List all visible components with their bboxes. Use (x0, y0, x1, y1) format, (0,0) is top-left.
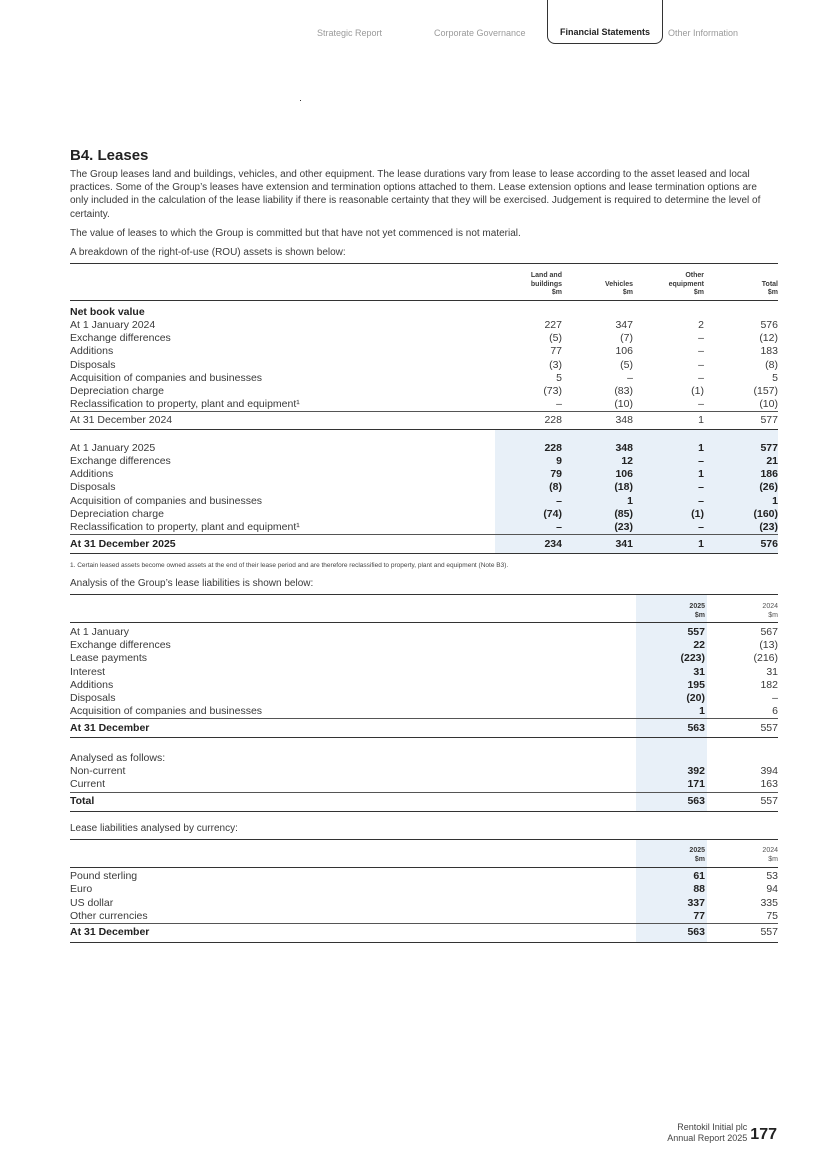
row-value: 12 (565, 455, 636, 468)
header-2025: 2025 $m (689, 847, 705, 863)
row-value: 5 (772, 371, 778, 384)
row-value: 557 (760, 926, 778, 939)
page-number: 177 (750, 1126, 777, 1143)
row-value: 186 (707, 468, 778, 481)
row-value: 21 (707, 455, 778, 468)
table-row (70, 626, 778, 639)
nav-corporate-governance[interactable]: Corporate Governance (434, 28, 526, 38)
row-value: (5) (620, 358, 633, 371)
row-value: (216) (753, 652, 778, 665)
table-row (70, 897, 778, 910)
row-value: 234 (495, 535, 565, 554)
row-value: – (698, 371, 704, 384)
row-value: 577 (707, 442, 778, 455)
row-value: – (636, 481, 707, 494)
table-row (70, 359, 778, 372)
row-label: At 31 December (70, 926, 150, 939)
table-row (70, 412, 778, 430)
nav-other-information[interactable]: Other Information (668, 28, 739, 38)
page-footer (667, 1122, 777, 1144)
row-value: 335 (760, 896, 778, 909)
spacer-row (70, 430, 778, 442)
row-label: Additions (70, 468, 114, 481)
row-value: 1 (636, 705, 707, 719)
row-value: (8) (765, 358, 778, 371)
nav-strategic-report[interactable]: Strategic Report (317, 28, 383, 38)
header-2024: 2024 $m (762, 602, 778, 619)
row-value: (83) (614, 384, 633, 397)
table-row (70, 679, 778, 692)
intro-paragraph-2: The value of leases to which the Group is committed but that have not yet commenced is not material. (70, 227, 521, 239)
row-value: (223) (636, 652, 707, 665)
table-row (70, 778, 778, 792)
row-value: 2 (698, 318, 704, 331)
row-value: 22 (636, 639, 707, 652)
row-value: 347 (615, 318, 633, 331)
row-value: – (636, 455, 707, 468)
row-value: – (627, 371, 633, 384)
row-value: 79 (495, 468, 565, 481)
row-label: At 1 January 2025 (70, 441, 156, 454)
header-2025: 2025 $m (689, 602, 705, 619)
section-nav (0, 0, 825, 48)
row-value: (157) (753, 384, 778, 397)
intro-paragraph-3: A breakdown of the right-of-use (ROU) assets is shown below: (70, 247, 346, 259)
row-label: Disposals (70, 358, 116, 371)
table-row (70, 495, 778, 508)
row-value: 75 (766, 909, 778, 922)
table-row (70, 345, 778, 358)
row-value: 557 (760, 721, 778, 734)
table-row (70, 508, 778, 521)
spacer-row (70, 738, 778, 752)
currency-table (70, 839, 778, 943)
lease-liabilities-table (70, 594, 778, 811)
row-value: 394 (760, 765, 778, 778)
nav-financial-statements-label: Financial Statements (559, 27, 651, 37)
row-label: Additions (70, 345, 114, 358)
row-label: At 1 January (70, 625, 129, 638)
row-value: – (698, 398, 704, 411)
row-label: At 31 December (70, 721, 150, 734)
stray-dot (300, 100, 301, 101)
row-value: 182 (760, 678, 778, 691)
table-row (70, 883, 778, 896)
row-value: – (495, 521, 565, 535)
row-label: Reclassification to property, plant and equipment¹ (70, 398, 300, 411)
row-value (636, 752, 707, 765)
row-label: Exchange differences (70, 332, 171, 345)
row-label: Exchange differences (70, 639, 171, 652)
row-value: 576 (707, 535, 778, 554)
row-label: At 1 January 2024 (70, 318, 156, 331)
row-value: – (556, 398, 562, 411)
rou-assets-table (70, 263, 778, 554)
row-value: 341 (565, 535, 636, 554)
row-label: At 31 December 2025 (70, 537, 176, 550)
row-label: Disposals (70, 691, 116, 704)
row-label: Reclassification to property, plant and equipment¹ (70, 521, 300, 534)
table-row (70, 455, 778, 468)
page-content (70, 147, 778, 943)
intro-paragraph-1: The Group leases land and buildings, vehicles, and other equipment. The lease durations vary from lease to lease according to the asset leased and local practices. Some of the Group’s leases have extension and termination options attached to them. Lease extension options and lease termination options are only included in the calculation of the lease liability if there is reasonable certainty that they will be exercised. Judgement is required to determine the level of certainty. (70, 169, 761, 220)
row-value: (26) (707, 481, 778, 494)
row-value: – (698, 332, 704, 345)
row-value: (10) (614, 398, 633, 411)
row-value: 557 (636, 626, 707, 639)
row-label: Additions (70, 678, 114, 691)
table-row (70, 924, 778, 943)
row-value: 1 (698, 414, 704, 427)
row-value: 163 (760, 778, 778, 791)
row-value: 567 (760, 625, 778, 638)
row-value: (18) (565, 481, 636, 494)
row-value: 106 (565, 468, 636, 481)
row-value: 337 (636, 897, 707, 910)
table-row (70, 639, 778, 652)
row-value: 195 (636, 679, 707, 692)
table-row (70, 752, 778, 765)
row-value: 183 (760, 345, 778, 358)
row-value: – (772, 691, 778, 704)
table-row (70, 792, 778, 811)
table-row (70, 306, 778, 319)
row-value: (160) (707, 508, 778, 521)
row-value: (23) (565, 521, 636, 535)
row-label: Depreciation charge (70, 507, 164, 520)
row-value: 94 (766, 883, 778, 896)
row-value: (74) (495, 508, 565, 521)
row-value: 77 (636, 910, 707, 924)
row-value: 348 (565, 442, 636, 455)
table-row (70, 319, 778, 332)
table-row (70, 719, 778, 738)
table-row (70, 332, 778, 345)
row-value: (13) (759, 639, 778, 652)
row-value: 227 (544, 318, 562, 331)
table-row (70, 535, 778, 554)
row-value: 6 (772, 705, 778, 718)
row-value: 88 (636, 883, 707, 896)
row-label: Pound sterling (70, 870, 138, 883)
row-value: 1 (636, 535, 707, 554)
footnote: 1. Certain leased assets become owned assets at the end of their lease period and are therefore reclassified to property, plant and equipment (Note B3). (70, 562, 509, 570)
row-value: (1) (691, 384, 704, 397)
footer-company: Rentokil Initial plc (677, 1122, 748, 1132)
table-row (70, 705, 778, 719)
row-value: – (636, 495, 707, 508)
row-value: 228 (544, 414, 562, 427)
row-value: 31 (766, 665, 778, 678)
row-value: 228 (495, 442, 565, 455)
row-value: 563 (636, 792, 707, 811)
header-land-buildings: Land and buildings $m (530, 271, 562, 297)
row-value: 171 (636, 778, 707, 792)
row-value: 1 (636, 442, 707, 455)
row-value: (23) (707, 521, 778, 535)
row-value: 31 (636, 666, 707, 679)
table-row (70, 481, 778, 494)
row-value: (3) (549, 358, 562, 371)
row-value: (73) (543, 384, 562, 397)
row-value: 557 (760, 794, 778, 807)
row-value: – (698, 358, 704, 371)
row-label: Interest (70, 665, 106, 678)
row-label: Analysed as follows: (70, 751, 166, 764)
table-row (70, 521, 778, 535)
row-label: Total (70, 794, 95, 807)
row-value: 106 (615, 345, 633, 358)
row-label: Depreciation charge (70, 384, 164, 397)
row-label: Current (70, 778, 106, 791)
row-label: Non-current (70, 765, 126, 778)
page-title: B4. Leases (70, 147, 149, 164)
table-row (70, 468, 778, 481)
row-value: (5) (549, 332, 562, 345)
table-row (70, 372, 778, 385)
table-row (70, 870, 778, 883)
row-label: Acquisition of companies and businesses (70, 705, 263, 718)
row-value: 563 (636, 924, 707, 943)
row-label: Other currencies (70, 909, 148, 922)
row-value: 392 (636, 765, 707, 778)
row-label: Net book value (70, 305, 145, 318)
row-value: 61 (636, 870, 707, 883)
row-label: At 31 December 2024 (70, 414, 173, 427)
table-row (70, 692, 778, 705)
table-row (70, 652, 778, 665)
liabilities-intro: Analysis of the Group’s lease liabilities is shown below: (70, 578, 314, 590)
header-total: Total $m (761, 280, 778, 297)
header-other-equipment: Other equipment $m (668, 271, 704, 297)
row-value: (85) (565, 508, 636, 521)
header-vehicles: Vehicles $m (604, 280, 633, 297)
row-value: (1) (636, 508, 707, 521)
row-value: 348 (615, 414, 633, 427)
table-row (70, 666, 778, 679)
nav-financial-statements[interactable] (547, 0, 663, 44)
table-row (70, 910, 778, 924)
row-value: 563 (636, 719, 707, 738)
row-value (707, 752, 778, 765)
row-label: Disposals (70, 481, 116, 494)
table-row (70, 765, 778, 778)
row-value: 53 (766, 870, 778, 883)
header-2024: 2024 $m (762, 847, 778, 863)
footer-report: Annual Report 2025 (667, 1133, 748, 1143)
row-value: (12) (759, 332, 778, 345)
row-label: Euro (70, 883, 93, 896)
row-value: 577 (760, 414, 778, 427)
row-label: Lease payments (70, 652, 148, 665)
row-label: Acquisition of companies and businesses (70, 371, 263, 384)
table-row (70, 442, 778, 455)
row-value: (8) (495, 481, 565, 494)
row-value: 1 (636, 468, 707, 481)
row-value: 1 (707, 495, 778, 508)
row-value: – (495, 495, 565, 508)
row-value: 576 (760, 318, 778, 331)
table-row (70, 385, 778, 398)
row-value: (7) (620, 332, 633, 345)
table-row (70, 398, 778, 412)
row-value: – (636, 521, 707, 535)
row-value: 1 (565, 495, 636, 508)
row-value: 5 (556, 371, 562, 384)
row-value: 9 (495, 455, 565, 468)
currency-intro: Lease liabilities analysed by currency: (70, 822, 238, 834)
row-value: 77 (550, 345, 562, 358)
row-label: US dollar (70, 896, 114, 909)
row-label: Acquisition of companies and businesses (70, 494, 263, 507)
row-label: Exchange differences (70, 455, 171, 468)
row-value: (20) (636, 692, 707, 705)
table-header-label (70, 264, 495, 301)
row-value: – (698, 345, 704, 358)
row-value: (10) (759, 398, 778, 411)
